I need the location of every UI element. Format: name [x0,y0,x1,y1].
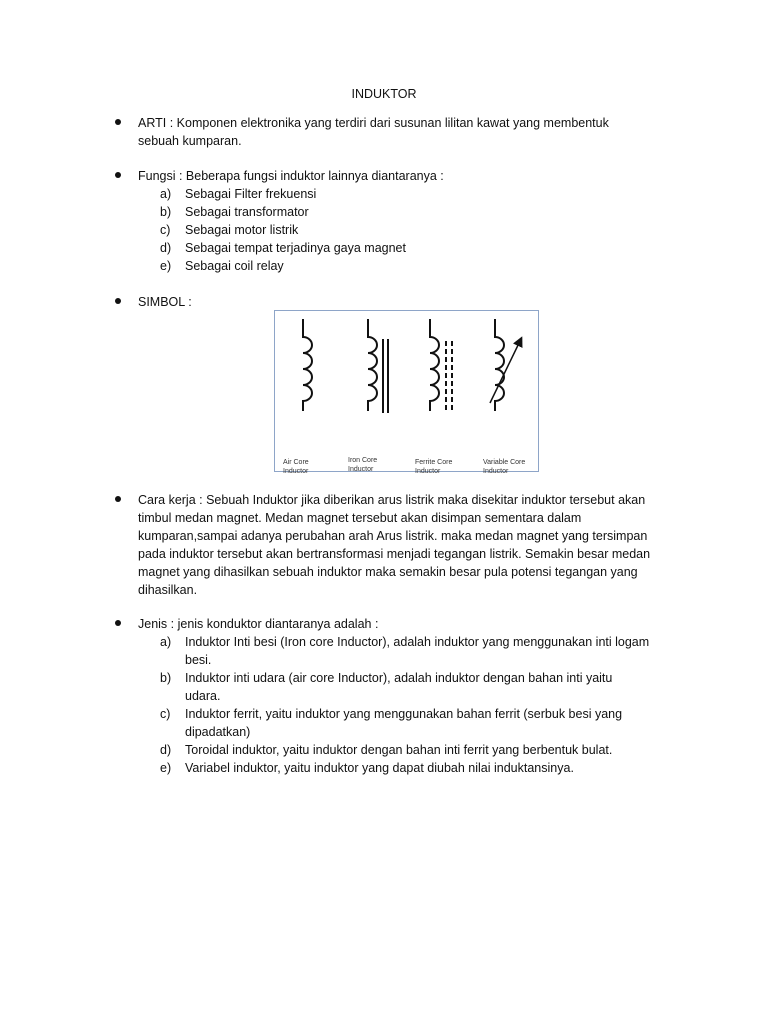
jenis-heading: Jenis : jenis konduktor diantaranya adalah : [138,617,379,631]
page-title: INDUKTOR [351,87,417,101]
cara-kerja-line: pada induktor tersebut akan bertransformasi menjadi tegangan listrik. Semakin besar medan [138,547,651,561]
list-item-text: Sebagai Filter frekuensi [185,187,317,201]
list-item [160,705,680,741]
cara-kerja-line: Cara kerja : Sebuah Induktor jika diberikan arus listrik maka disekitar induktor tersebut akan [138,493,646,507]
list-marker: b) [160,205,172,219]
list-item-text: besi. [185,653,212,667]
list-item [160,221,680,239]
list-marker: d) [160,743,172,757]
arti-line-1: ARTI : Komponen elektronika yang terdiri dari susunan lilitan kawat yang membentuk [138,116,609,130]
list-marker: b) [160,671,172,685]
list-item-text: udara. [185,689,221,703]
list-item-text: Sebagai transformator [185,205,309,219]
list-item [160,741,680,759]
cara-kerja-line: magnet yang dihasilkan sebuah induktor maka semakin besar pula potensi tegangan yang [138,565,638,579]
ferrite-core-inductor-icon [430,319,452,413]
list-item [160,633,680,669]
caption-variable-core: Variable Core Inductor [483,459,526,475]
bullet-dot-icon [115,172,121,178]
fungsi-list [160,185,680,275]
cara-kerja-line: timbul medan magnet. Medan magnet tersebut akan disimpan sementara dalam [138,511,582,525]
list-item [160,669,680,705]
simbol-bullet [112,293,682,311]
cara-kerja-bullet [112,491,682,599]
jenis-bullet [112,615,682,633]
list-item-text: Induktor Inti besi (Iron core Inductor), adalah induktor yang menggunakan inti logam [185,635,650,649]
list-marker: a) [160,187,172,201]
list-marker: a) [160,635,172,649]
list-item-text: Toroidal induktor, yaitu induktor dengan bahan inti ferrit yang berbentuk bulat. [185,743,613,757]
arti-bullet [112,114,682,150]
list-marker: c) [160,707,171,721]
list-item [160,203,680,221]
inductor-symbol-figure [274,310,539,475]
jenis-list [160,633,680,777]
iron-core-inductor-icon [368,319,388,413]
bullet-dot-icon [115,119,121,125]
variable-core-inductor-icon [490,319,521,411]
inductor-symbols-svg [275,311,537,470]
list-marker: e) [160,259,172,273]
list-item [160,257,680,275]
list-marker: e) [160,761,172,775]
list-marker: c) [160,223,171,237]
cara-kerja-line: dihasilkan. [138,583,198,597]
fungsi-heading: Fungsi : Beberapa fungsi induktor lainnya diantaranya : [138,169,444,183]
caption-air-core: Air Core Inductor [283,459,309,475]
arti-line-2: sebuah kumparan. [138,134,242,148]
list-item-text: dipadatkan) [185,725,251,739]
list-item-text: Sebagai motor listrik [185,223,299,237]
bullet-dot-icon [115,496,121,502]
list-item [160,759,680,777]
list-item [160,185,680,203]
list-item-text: Induktor ferrit, yaitu induktor yang menggunakan bahan ferrit (serbuk besi yang [185,707,623,721]
list-item-text: Sebagai coil relay [185,259,284,273]
bullet-dot-icon [115,620,121,626]
caption-ferrite-core: Ferrite Core Inductor [415,459,453,475]
simbol-heading: SIMBOL : [138,295,192,309]
list-item-text: Induktor inti udara (air core Inductor), adalah induktor dengan bahan inti yaitu [185,671,613,685]
list-item-text: Sebagai tempat terjadinya gaya magnet [185,241,406,255]
list-marker: d) [160,241,172,255]
bullet-dot-icon [115,298,121,304]
cara-kerja-line: kumparan,sampai adanya perubahan arah Arus listrik. maka medan magnet yang tersimpan [138,529,648,543]
fungsi-bullet [112,167,682,185]
air-core-inductor-icon [303,319,312,411]
list-item [160,239,680,257]
list-item-text: Variabel induktor, yaitu induktor yang dapat diubah nilai induktansinya. [185,761,574,775]
caption-iron-core: Iron Core Inductor [348,457,378,473]
